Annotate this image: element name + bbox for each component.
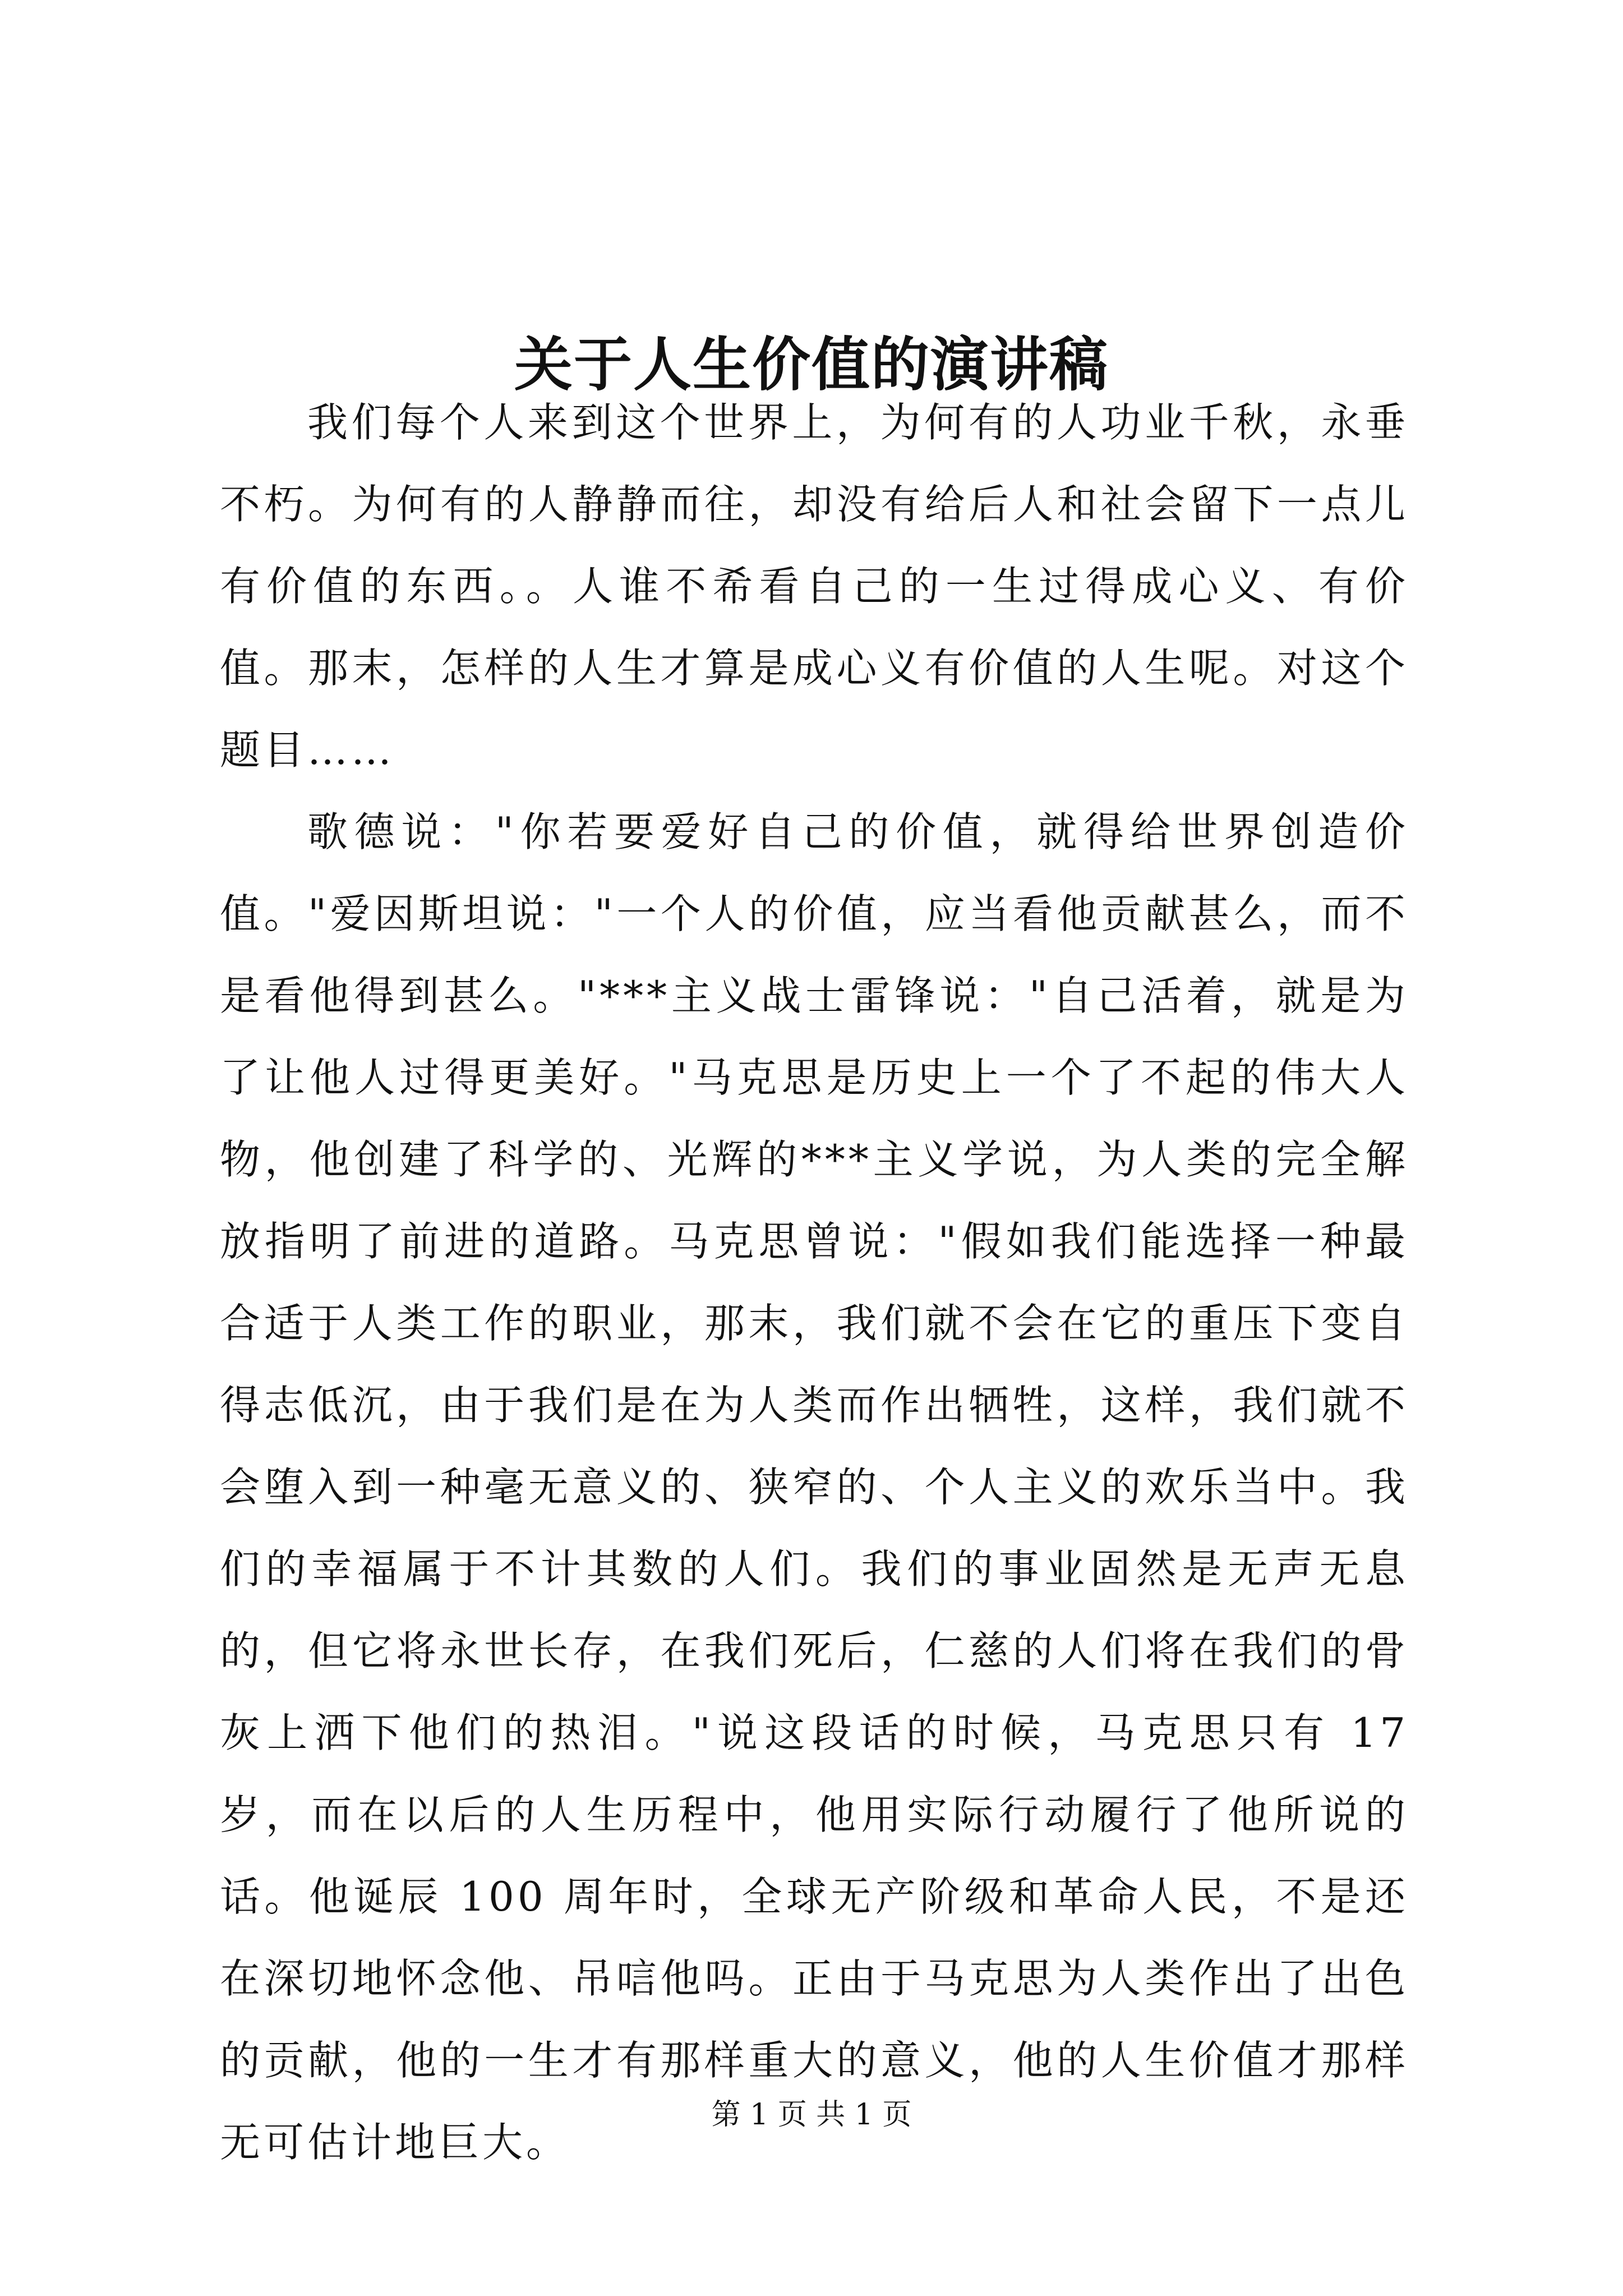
page-footer: 第 1 页 共 1 页 xyxy=(711,2098,912,2132)
document-body xyxy=(220,381,1409,2183)
paragraph-quotes: 歌德说："你若要爱好自己的价值，就得给世界创造价值。"爱因斯坦说："一个人的价值，应当看他贡献甚么，而不是看他得到甚么。"***主义战士雷锋说："自己活着，就是为了让他人过得更美好。"马克思是历史上一个了不起的伟大人物，他创建了科学的、光辉的***主义学说，为人类的完全解放指明了前进的道路。马克思曾说："假如我们能选择一种最合适于人类工作的职业，那末，我们就不会在它的重压下变自得志低沉，由于我们是在为人类而作出牺牲，这样，我们就不会堕入到一种毫无意义的、狭窄的、个人主义的欢乐当中。我们的幸福属于不计其数的人们。我们的事业固然是无声无息的，但它将永世长存，在我们死后，仁慈的人们将在我们的骨灰上洒下他们的热泪。"说这段话的时候，马克思只有 17 岁，而在以后的人生历程中，他用实际行动履行了他所说的话。他诞辰 100 周年时，全球无产阶级和革命人民，不是还在深切地怀念他、吊唁他吗。正由于马克思为人类作出了出色的贡献，他的一生才有那样重大的意义，他的人生价值才那样无可估计地巨大。 xyxy=(220,808,1409,2166)
paragraph-intro: 我们每个人来到这个世界上，为何有的人功业千秋，永垂不朽。为何有的人静静而往，却没有给后人和社会留下一点儿有价值的东西。。人谁不希看自己的一生过得成心义、有价值。那末，怎样的人生才算是成心义有价值的人生呢。对这个题目…… xyxy=(220,399,1409,774)
document-title: 关于人生价值的演讲稿 xyxy=(514,329,1109,399)
